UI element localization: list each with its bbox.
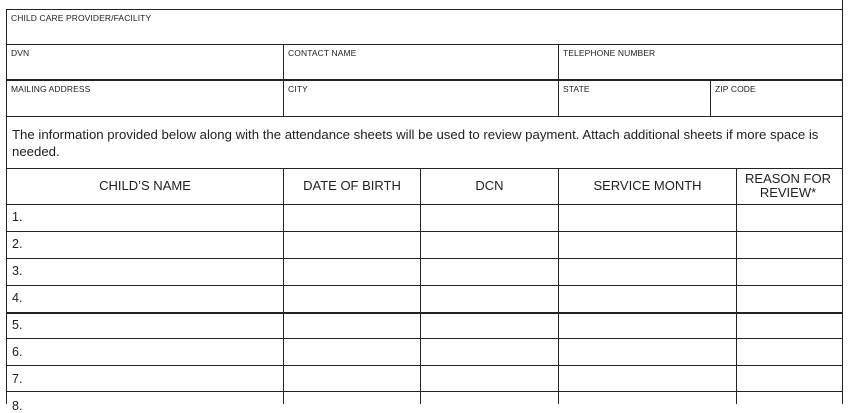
row-number: 5.: [12, 318, 23, 332]
table-cell[interactable]: [737, 392, 842, 404]
table-cell[interactable]: [421, 232, 558, 258]
table-cell[interactable]: [7, 259, 283, 285]
city-field[interactable]: [284, 81, 558, 116]
table-cell[interactable]: [7, 366, 283, 391]
table-cell[interactable]: [421, 339, 558, 365]
table-cell[interactable]: [737, 232, 842, 258]
dvn-label: DVN: [11, 48, 30, 58]
row-divider: [6, 168, 843, 169]
table-cell[interactable]: [7, 205, 283, 231]
table-cell[interactable]: [7, 232, 283, 258]
state-label: STATE: [563, 84, 590, 94]
table-cell[interactable]: [284, 392, 420, 404]
row-number: 6.: [12, 345, 23, 359]
table-cell[interactable]: [284, 232, 420, 258]
table-cell[interactable]: [284, 205, 420, 231]
table-cell[interactable]: [559, 259, 736, 285]
table-cell[interactable]: [284, 259, 420, 285]
table-cell[interactable]: [559, 366, 736, 391]
table-cell[interactable]: [421, 392, 558, 404]
table-cell[interactable]: [737, 205, 842, 231]
table-cell[interactable]: [737, 286, 842, 312]
table-cell[interactable]: [7, 339, 283, 365]
row-number: 2.: [12, 237, 23, 251]
telephone-number-label: TELEPHONE NUMBER: [563, 48, 656, 58]
row-number: 1.: [12, 210, 23, 224]
instructions-text: The information provided below along with the attendance sheets will be used to review payment. Attach additional sheets if more space is needed.: [12, 127, 819, 159]
table-cell[interactable]: [737, 366, 842, 391]
header-date-of-birth: DATE OF BIRTH: [303, 178, 401, 193]
table-cell[interactable]: [559, 205, 736, 231]
table-cell[interactable]: [284, 339, 420, 365]
header-dcn: DCN: [475, 178, 504, 193]
table-cell[interactable]: [284, 313, 420, 338]
table-cell[interactable]: [559, 339, 736, 365]
row-number: 7.: [12, 372, 23, 386]
table-cell[interactable]: [559, 392, 736, 404]
row-divider: [6, 116, 843, 117]
zip-code-label: ZIP CODE: [715, 84, 756, 94]
table-cell[interactable]: [7, 313, 283, 338]
header-reason-for-review: REASON FOR REVIEW*: [745, 171, 831, 200]
city-label: CITY: [288, 84, 308, 94]
header-service-month: SERVICE MONTH: [593, 178, 702, 193]
table-cell[interactable]: [737, 339, 842, 365]
table-cell[interactable]: [7, 392, 283, 404]
provider-facility-label: CHILD CARE PROVIDER/FACILITY: [11, 13, 152, 23]
contact-name-label: CONTACT NAME: [288, 48, 357, 58]
table-cell[interactable]: [737, 259, 842, 285]
table-cell[interactable]: [284, 286, 420, 312]
table-cell[interactable]: [421, 286, 558, 312]
table-cell[interactable]: [737, 313, 842, 338]
table-cell[interactable]: [421, 259, 558, 285]
table-cell[interactable]: [559, 286, 736, 312]
mailing-address-label: MAILING ADDRESS: [11, 84, 91, 94]
table-cell[interactable]: [421, 313, 558, 338]
table-cell[interactable]: [421, 205, 558, 231]
table-cell[interactable]: [559, 232, 736, 258]
table-cell[interactable]: [7, 286, 283, 312]
row-number: 8.: [12, 399, 23, 413]
header-childs-name: CHILD’S NAME: [99, 178, 191, 193]
dvn-field[interactable]: [7, 45, 283, 79]
row-number: 4.: [12, 291, 23, 305]
table-cell[interactable]: [284, 366, 420, 391]
table-cell[interactable]: [421, 366, 558, 391]
row-number: 3.: [12, 264, 23, 278]
form-border-right: [842, 0, 843, 404]
table-cell[interactable]: [559, 313, 736, 338]
